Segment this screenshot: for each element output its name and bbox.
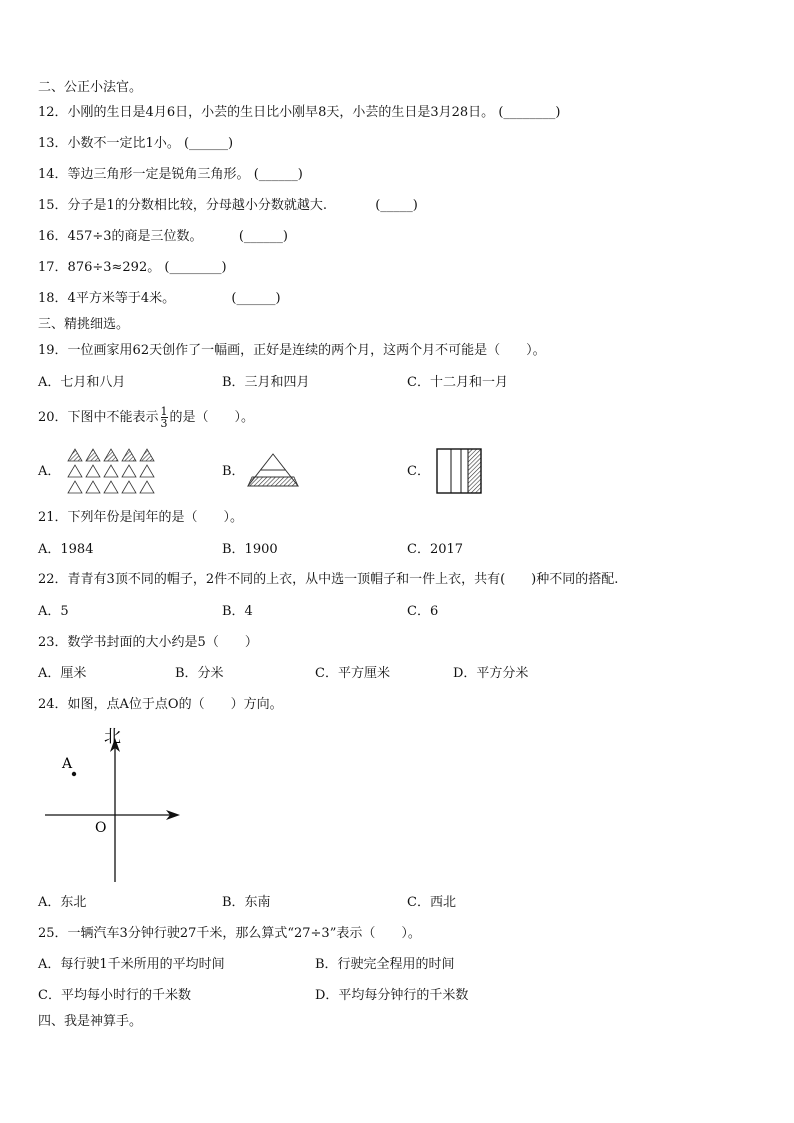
question-17: [38, 260, 227, 276]
q22-option-a[interactable]: A．5: [38, 604, 69, 619]
q19-option-b[interactable]: B．三月和四月: [222, 375, 310, 390]
q24-option-c[interactable]: C．西北: [407, 895, 456, 910]
layered-triangle-figure: [245, 452, 301, 492]
q23-option-c[interactable]: C．平方厘米: [315, 666, 390, 681]
compass-diagram: [40, 722, 190, 887]
q24-option-a[interactable]: A．东北: [38, 895, 87, 910]
q25-option-c[interactable]: C．平均每小时行的千米数: [38, 988, 191, 1003]
question-14: [38, 167, 303, 183]
q21-option-a[interactable]: A．1984: [38, 542, 94, 557]
question-20-suffix: 的是（ ）。: [169, 410, 255, 425]
q23-option-b[interactable]: B．分米: [175, 666, 224, 681]
q19-option-a[interactable]: A．七月和八月: [38, 375, 126, 390]
question-12: [38, 105, 560, 121]
question-19-text: 19．一位画家用62天创作了一幅画，正好是连续的两个月，这两个月不可能是（ ）。: [38, 343, 546, 358]
north-label: 北: [104, 727, 121, 747]
question-13-text: 13．小数不一定比1小。: [38, 136, 180, 151]
point-a-dot: [72, 772, 76, 776]
question-16: [38, 229, 288, 245]
question-20: [38, 404, 254, 432]
q20-option-c[interactable]: C．: [407, 464, 430, 479]
answer-blank-18[interactable]: (______): [231, 291, 281, 306]
question-14-text: 14．等边三角形一定是锐角三角形。: [38, 167, 250, 182]
question-20-prefix: 20．下图中不能表示: [38, 410, 159, 425]
question-15: [38, 198, 418, 214]
q25-option-d[interactable]: D．平均每分钟行的千米数: [315, 988, 469, 1003]
answer-blank-17[interactable]: (________): [164, 260, 227, 275]
question-23-text: 23．数学书封面的大小约是5（ ）: [38, 635, 258, 650]
question-12-text: 12．小刚的生日是4月6日，小芸的生日比小刚早8天，小芸的生日是3月28日。: [38, 105, 495, 120]
question-18: [38, 291, 281, 307]
fraction-numerator: 1: [160, 405, 168, 418]
fraction-denominator: 3: [160, 417, 168, 430]
question-15-text: 15．分子是1的分数相比较，分母越小分数就越大.: [38, 198, 327, 213]
question-13: [38, 136, 233, 152]
q21-option-c[interactable]: C．2017: [407, 542, 464, 557]
q20-option-b[interactable]: B．: [222, 464, 245, 479]
q22-option-b[interactable]: B．4: [222, 604, 253, 619]
answer-blank-13[interactable]: (______): [183, 136, 234, 151]
question-25-text: 25．一辆汽车3分钟行驶27千米，那么算式“27÷3”表示（ ）。: [38, 926, 421, 941]
triangles-grid-figure: [66, 447, 158, 495]
question-17-text: 17．876÷3≈292。: [38, 260, 161, 275]
answer-blank-16[interactable]: (______): [238, 229, 288, 244]
q25-option-a[interactable]: A．每行驶1千米所用的平均时间: [38, 957, 225, 972]
q23-option-a[interactable]: A．厘米: [38, 666, 87, 681]
q25-option-b[interactable]: B．行驶完全程用的时间: [315, 957, 455, 972]
question-24-text: 24．如图，点A位于点O的（ ）方向。: [38, 697, 283, 712]
question-16-text: 16．457÷3的商是三位数。: [38, 229, 203, 244]
q20-option-a[interactable]: A．: [38, 464, 61, 479]
question-22-text: 22．青青有3顶不同的帽子，2件不同的上衣，从中选一顶帽子和一件上衣，共有( )种不同的搭配.: [38, 572, 619, 587]
q23-option-d[interactable]: D．平方分米: [453, 666, 529, 681]
answer-blank-15[interactable]: (_____): [375, 198, 418, 213]
section2-title: 二、公正小法官。: [38, 80, 143, 95]
point-o-label: O: [95, 820, 107, 836]
q22-option-c[interactable]: C．6: [407, 604, 439, 619]
question-18-text: 18．4平方米等于4米。: [38, 291, 176, 306]
answer-blank-12[interactable]: (________): [498, 105, 561, 120]
fraction-one-third: [161, 406, 168, 429]
section3-title: 三、精挑细选。: [38, 317, 130, 332]
divided-rectangle-figure: [435, 448, 485, 496]
q19-option-c[interactable]: C．十二月和一月: [407, 375, 508, 390]
q24-option-b[interactable]: B．东南: [222, 895, 271, 910]
answer-blank-14[interactable]: (______): [253, 167, 303, 182]
q21-option-b[interactable]: B．1900: [222, 542, 278, 557]
point-a-label: A: [62, 756, 73, 772]
section4-title: 四、我是神算手。: [38, 1014, 143, 1029]
question-21-text: 21．下列年份是闰年的是（ ）。: [38, 510, 244, 525]
